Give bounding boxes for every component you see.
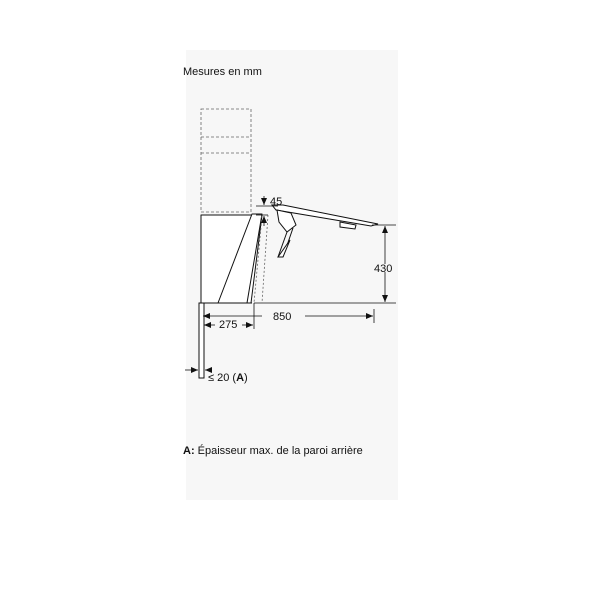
dim-275-label: 275 <box>219 319 238 331</box>
open-panel <box>272 205 378 257</box>
dim-wall-thickness-label: ≤ 20 (A) <box>208 372 248 384</box>
units-caption: Mesures en mm <box>183 66 262 78</box>
chimney-duct <box>201 109 251 212</box>
hood-body <box>201 214 262 303</box>
dim-45-label: 45 <box>270 196 283 208</box>
rear-wall <box>199 303 204 378</box>
legend-note <box>183 445 363 457</box>
dim-430-label: 430 <box>374 263 393 275</box>
dim-850-label: 850 <box>273 311 292 323</box>
legend-key: A: <box>183 445 195 457</box>
legend-text: Épaisseur max. de la paroi arrière <box>194 445 363 457</box>
